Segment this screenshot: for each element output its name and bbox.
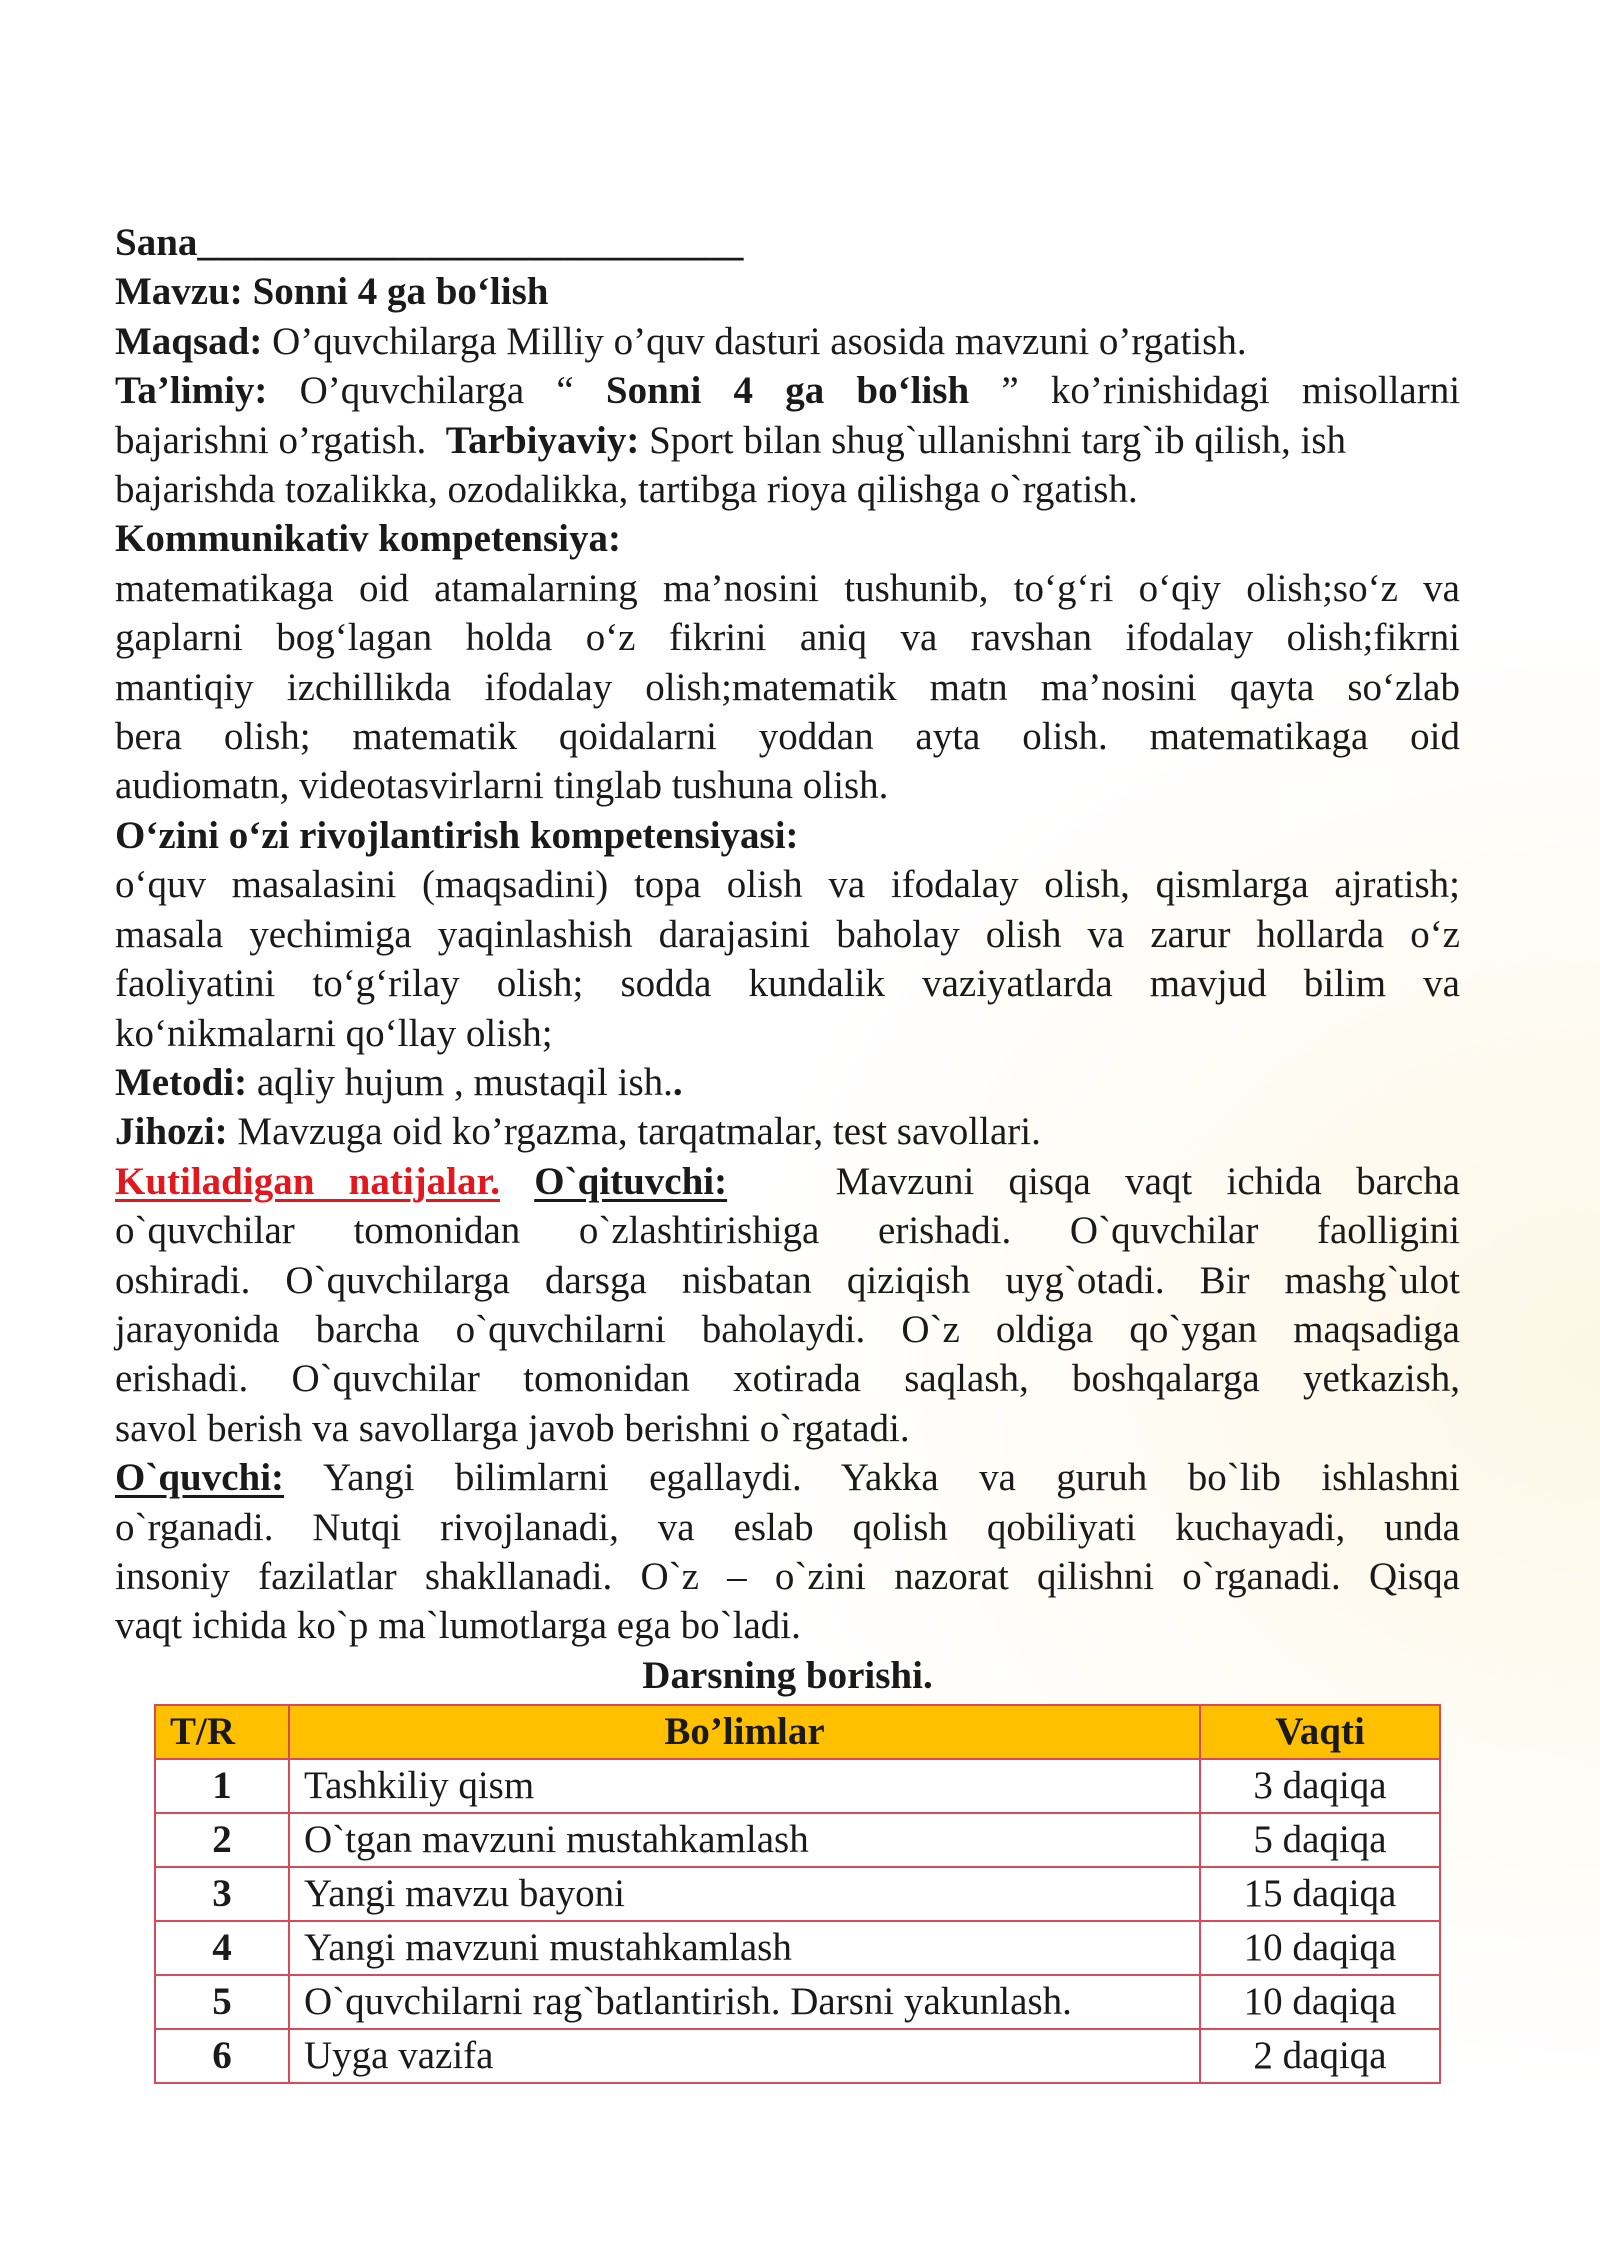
equipment-label: Jihozi: [115, 1110, 228, 1154]
header-time: Vaqti [1200, 1705, 1440, 1759]
goal-text: O’quvchilarga Milliy o’quv dasturi asosida mavzuni o’rgatish. [272, 319, 1247, 363]
row-time: 10 daqiqa [1200, 1921, 1440, 1975]
row-section: Uyga vazifa [289, 2029, 1200, 2083]
teacher-result-line: jarayonida barcha o`quvchilarni baholaydi. O`z oldiga qo`ygan maqsadiga [115, 1307, 1460, 1351]
table-row [155, 1975, 1440, 2029]
row-time: 3 daqiqa [1200, 1759, 1440, 1813]
goal-label: Maqsad: [115, 319, 263, 363]
lesson-flow-table [154, 1704, 1441, 2084]
date-line [115, 218, 1460, 267]
student-result-line: vaqt ichida ko`p ma`lumotlarga ega bo`ladi. [115, 1604, 801, 1648]
educational-line-1 [115, 366, 1460, 415]
row-num: 1 [155, 1759, 289, 1813]
self-development-heading-text: O‘zini o‘zi rivojlantirish kompetensiyasi: [115, 813, 799, 857]
lesson-flow-title [115, 1651, 1460, 1700]
educational-text-a: O’quvchilarga “ [299, 369, 574, 413]
equipment-text: Mavzuga oid ko’rgazma, tarqatmalar, test savollari. [237, 1110, 1041, 1154]
self-development-heading [115, 811, 1460, 860]
student-line1-text: Yangi bilimlarni egallaydi. Yakka va guruh bo`lib ishlashni [323, 1456, 1460, 1500]
educational-line-3: bajarishda tozalikka, ozodalikka, tartibga rioya qilishga o`rgatish. [115, 468, 1138, 512]
communicative-line: matematikaga oid atamalarning ma’nosini tushunib, to‘g‘ri o‘qiy olish;so‘z va [115, 566, 1460, 610]
student-result-line: insoniy fazilatlar shakllanadi. O`z – o`zini nazorat qilishni o`rganadi. Qisqa [115, 1554, 1460, 1598]
lesson-flow-title-text: Darsning borishi. [642, 1653, 933, 1697]
row-section: Tashkiliy qism [289, 1759, 1200, 1813]
communicative-line: audiomatn, videotasvirlarni tinglab tushuna olish. [115, 764, 889, 808]
equipment-line [115, 1107, 1460, 1156]
teacher-result-line: o`quvchilar tomonidan o`zlashtirishiga erishadi. O`quvchilar faolligini [115, 1209, 1460, 1253]
expected-results-label: Kutiladigan natijalar. [115, 1159, 500, 1203]
self-development-line: faoliyatini to‘g‘rilay olish; sodda kundalik vaziyatlarda mavjud bilim va [115, 962, 1460, 1006]
teacher-label: O`qituvchi: [534, 1159, 728, 1203]
row-section: Yangi mavzu bayoni [289, 1867, 1200, 1921]
table-row [155, 1813, 1440, 1867]
table-row [155, 1921, 1440, 1975]
communicative-heading-text: Kommunikativ kompetensiya: [115, 517, 621, 561]
student-label: O`quvchi: [115, 1456, 285, 1500]
educational-topic: Sonni 4 ga bo‘lish [605, 369, 970, 413]
method-text: aqliy hujum , mustaqil ish. [256, 1060, 673, 1104]
table-row [155, 1867, 1440, 1921]
communicative-line: bera olish; matematik qoidalarni yoddan ayta olish. matematikaga oid [115, 715, 1460, 759]
table-row [155, 1759, 1440, 1813]
student-line-1 [115, 1453, 1460, 1502]
table-header-row [155, 1705, 1440, 1759]
date-blank: ____________________________ [197, 221, 744, 264]
row-num: 4 [155, 1921, 289, 1975]
communicative-line: gaplarni bog‘lagan holda o‘z fikrini aniq va ravshan ifodalay olish;fikrni [115, 616, 1460, 660]
row-section: O`tgan mavzuni mustahkamlash [289, 1813, 1200, 1867]
method-label: Metodi: [115, 1060, 248, 1104]
row-time: 5 daqiqa [1200, 1813, 1440, 1867]
teacher-result-line: oshiradi. O`quvchilarga darsga nisbatan qiziqish uyg`otadi. Bir mashg`ulot [115, 1258, 1460, 1302]
row-num: 6 [155, 2029, 289, 2083]
date-label: Sana [115, 221, 198, 264]
row-time: 10 daqiqa [1200, 1975, 1440, 2029]
row-num: 3 [155, 1867, 289, 1921]
goal-line [115, 317, 1460, 366]
header-num: T/R [155, 1705, 289, 1759]
row-section: Yangi mavzuni mustahkamlash [289, 1921, 1200, 1975]
row-num: 5 [155, 1975, 289, 2029]
lesson-plan-page [115, 218, 1460, 1700]
self-development-line: ko‘nikmalarni qo‘llay olish; [115, 1011, 553, 1055]
student-result-line: o`rganadi. Nutqi rivojlanadi, va eslab qolish qobiliyati kuchayadi, unda [115, 1505, 1460, 1549]
educational-text-b: ” ko’rinishidagi misollarni [1001, 369, 1461, 413]
self-development-line: o‘quv masalasini (maqsadini) topa olish va ifodalay olish, qismlarga ajratish; [115, 863, 1460, 907]
method-tail: . [672, 1060, 683, 1104]
row-section: O`quvchilarni rag`batlantirish. Darsni yakunlash. [289, 1975, 1200, 2029]
method-line [115, 1058, 1460, 1107]
teacher-line1-text: Mavzuni qisqa vaqt ichida barcha [835, 1159, 1461, 1203]
topic-value: Sonni 4 ga bo‘lish [252, 270, 549, 314]
topic-label: Mavzu: [115, 270, 243, 314]
educational-line2-b: Sport bilan shug`ullanishni targ`ib qilish, ish [649, 418, 1347, 462]
educational-line2-a: bajarishni o’rgatish. [115, 418, 427, 462]
communicative-line: mantiqiy izchillikda ifodalay olish;matematik matn ma’nosini qayta so‘zlab [115, 665, 1460, 709]
teacher-result-line: erishadi. O`quvchilar tomonidan xotirada saqlash, boshqalarga yetkazish, [115, 1357, 1460, 1401]
row-time: 2 daqiqa [1200, 2029, 1440, 2083]
teacher-result-line: savol berish va savollarga javob berishni o`rgatadi. [115, 1406, 910, 1450]
communicative-heading [115, 514, 1460, 563]
self-development-line: masala yechimiga yaqinlashish darajasini baholay olish va zarur hollarda o‘z [115, 912, 1460, 956]
row-num: 2 [155, 1813, 289, 1867]
expected-results-line-1 [115, 1157, 1460, 1206]
topic-line [115, 267, 1460, 316]
upbringing-label: Tarbiyaviy: [445, 418, 640, 462]
row-time: 15 daqiqa [1200, 1867, 1440, 1921]
table-row [155, 2029, 1440, 2083]
header-section: Bo’limlar [289, 1705, 1200, 1759]
educational-label: Ta’limiy: [115, 369, 268, 413]
educational-line-2 [115, 416, 1460, 465]
